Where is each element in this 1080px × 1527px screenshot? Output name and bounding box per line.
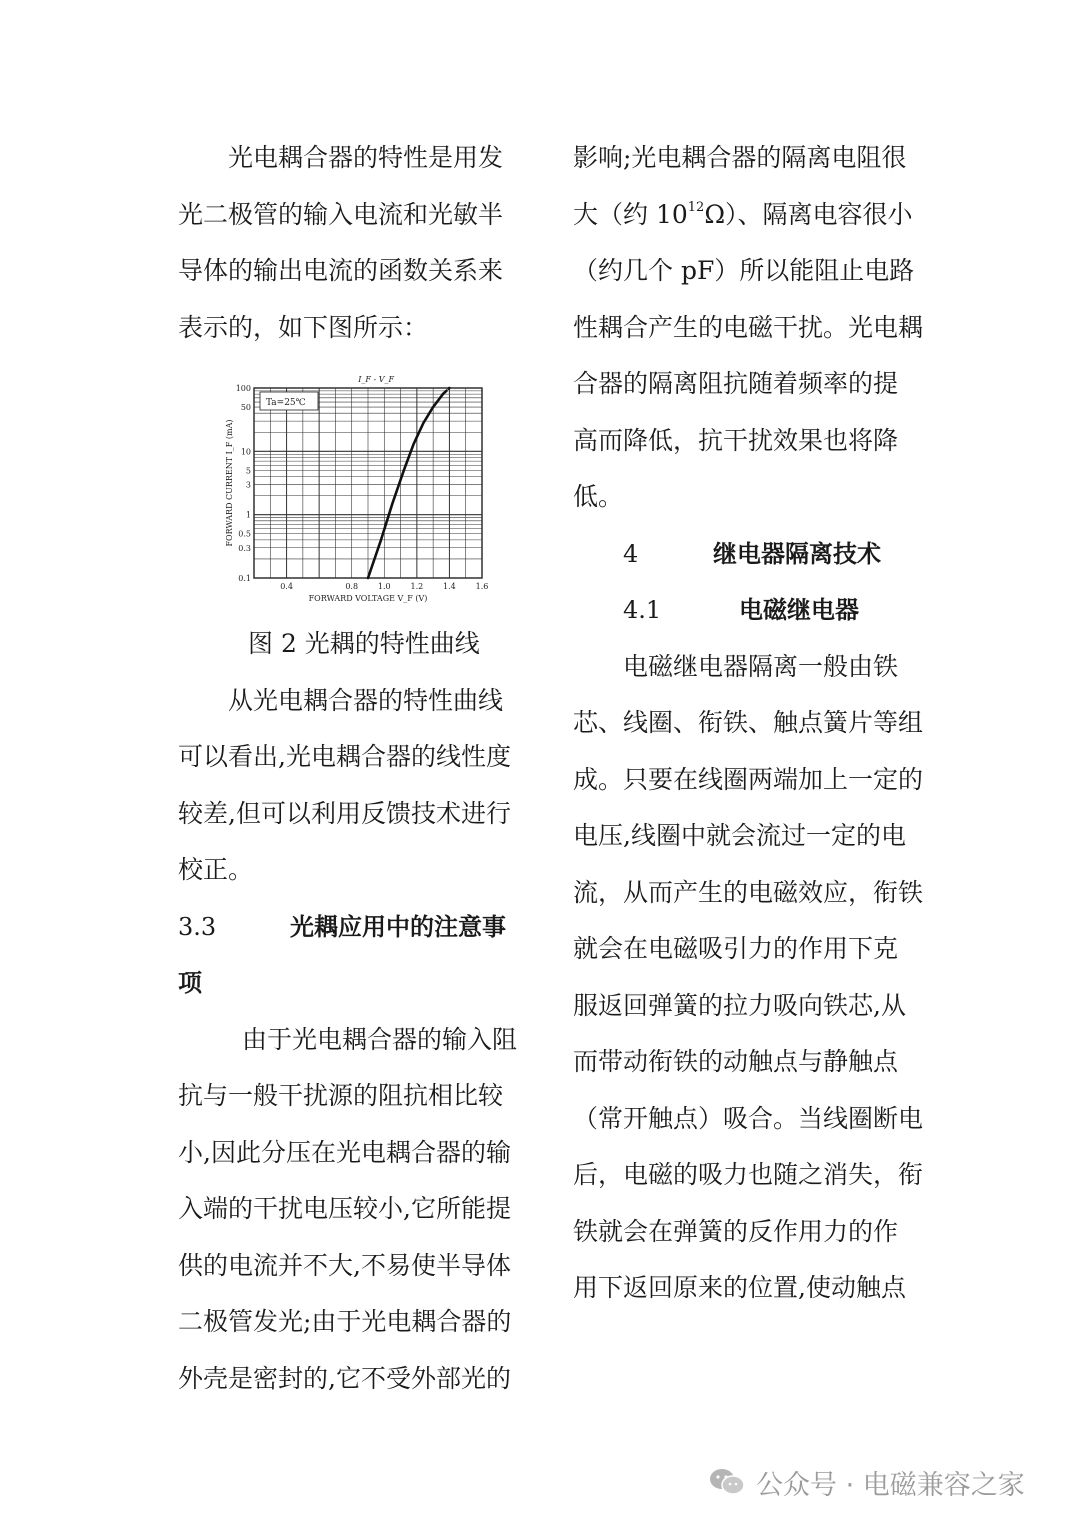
text-line: 较差,但可以利用反馈技术进行 bbox=[178, 798, 511, 828]
y-tick-label: 5 bbox=[245, 466, 251, 476]
text-line: 二极管发光;由于光电耦合器的 bbox=[178, 1307, 512, 1336]
x-tick-label: 1.4 bbox=[443, 582, 456, 591]
text-line: 性耦合产生的电磁干扰。光电耦 bbox=[573, 312, 924, 342]
text-line: 影响;光电耦合器的隔离电阻很 bbox=[573, 143, 907, 172]
x-tick-label: 0.8 bbox=[345, 582, 359, 591]
section-heading-4 bbox=[573, 526, 918, 583]
watermark-text: 公众号 · 电磁兼容之家 bbox=[756, 1469, 1025, 1501]
text-line: 校正。 bbox=[178, 855, 254, 884]
text-line: 就会在电磁吸引力的作用下克 bbox=[573, 934, 899, 963]
text-line: 电压,线圈中就会流过一定的电 bbox=[573, 821, 906, 850]
section-title: 电磁继电器 bbox=[739, 596, 859, 624]
x-tick-label: 1.2 bbox=[410, 582, 424, 591]
watermark bbox=[708, 1462, 1025, 1502]
text-line: 外壳是密封的,它不受外部光的 bbox=[178, 1363, 511, 1393]
y-tick-label: 0.1 bbox=[238, 574, 251, 583]
paragraph-notes bbox=[178, 1012, 523, 1408]
text-line: 导体的输出电流的函数关系来 bbox=[178, 256, 504, 285]
text-line: 小,因此分压在光电耦合器的输 bbox=[178, 1137, 511, 1167]
text-line: 服返回弹簧的拉力吸向铁芯,从 bbox=[573, 990, 906, 1020]
y-axis-label: FORWARD CURRENT I_F (mA) bbox=[225, 419, 234, 547]
left-column bbox=[178, 130, 523, 1407]
right-column bbox=[573, 130, 924, 1317]
text-line: 低。 bbox=[573, 482, 624, 511]
x-axis-label: FORWARD VOLTAGE V_F (V) bbox=[308, 594, 428, 603]
y-tick-label: 100 bbox=[235, 384, 251, 393]
text-line: 用下返回原来的位置,使动触点 bbox=[573, 1273, 906, 1302]
section-title: 继电器隔离技术 bbox=[713, 539, 881, 568]
text-line: 合器的隔离阻抗随着频率的提 bbox=[573, 369, 899, 398]
y-tick-label: 50 bbox=[240, 403, 251, 413]
text-line: 表示的，如下图所示： bbox=[178, 312, 429, 342]
series-line bbox=[368, 394, 443, 578]
superscript: 12 bbox=[687, 200, 705, 216]
if-vf-chart bbox=[224, 366, 494, 616]
x-tick-label: 0.4 bbox=[280, 582, 293, 591]
text-line: 而带动衔铁的动触点与静触点 bbox=[573, 1047, 899, 1076]
section-heading-4-1 bbox=[573, 582, 918, 639]
section-heading-3-3 bbox=[178, 899, 523, 956]
section-number: 3.3 bbox=[178, 912, 217, 941]
x-tick-label: 1.6 bbox=[475, 582, 489, 591]
text-line: 光二极管的输入电流和光敏半 bbox=[178, 199, 504, 229]
y-tick-label: 10 bbox=[240, 447, 251, 457]
section-heading-3-3-cont: 项 bbox=[178, 969, 202, 997]
paragraph-linearity bbox=[178, 673, 523, 899]
x-tick-label: 1.0 bbox=[377, 582, 391, 591]
text-line: 从光电耦合器的特性曲线 bbox=[228, 685, 504, 715]
text-line: 抗与一般干扰源的阻抗相比较 bbox=[178, 1081, 504, 1110]
paragraph-isolation bbox=[573, 130, 924, 526]
text-line: 芯、线圈、衔铁、触点簧片等组 bbox=[573, 708, 924, 737]
text-line: 入端的干扰电压较小,它所能提 bbox=[178, 1194, 511, 1223]
text-line: 电磁继电器隔离一般由铁 bbox=[623, 651, 899, 681]
text-line: 流，从而产生的电磁效应，衔铁 bbox=[573, 877, 924, 907]
text-line: （常开触点）吸合。当线圈断电 bbox=[573, 1103, 924, 1133]
characteristic-curve-figure bbox=[178, 366, 523, 616]
chart-title: I_F - V_F bbox=[358, 375, 395, 384]
text-line: 成。只要在线圈两端加上一定的 bbox=[573, 764, 924, 794]
text-line: 后，电磁的吸力也随之消失，衔 bbox=[573, 1160, 924, 1189]
text-line: （约几个 pF）所以能阻止电路 bbox=[573, 256, 915, 285]
paragraph-relay bbox=[573, 639, 924, 1317]
y-tick-label: 0.3 bbox=[238, 543, 251, 553]
y-tick-label: 1 bbox=[245, 510, 251, 520]
y-tick-label: 0.5 bbox=[238, 529, 251, 539]
wechat-icon bbox=[708, 1467, 746, 1497]
annotation-text: Ta=25℃ bbox=[266, 398, 306, 408]
section-number: 4 bbox=[623, 539, 639, 568]
text-line: 由于光电耦合器的输入阻 bbox=[242, 1024, 518, 1054]
text-line: 光电耦合器的特性是用发 bbox=[228, 143, 504, 172]
figure-caption: 图 2 光耦的特性曲线 bbox=[248, 629, 480, 658]
text-line bbox=[573, 187, 918, 244]
text-line: 供的电流并不大,不易使半导体 bbox=[178, 1250, 511, 1280]
section-number: 4.1 bbox=[623, 596, 662, 624]
text-line: 铁就会在弹簧的反作用力的作 bbox=[573, 1216, 899, 1246]
paragraph-characteristics bbox=[178, 130, 523, 356]
text-line: 高而降低，抗干扰效果也将降 bbox=[573, 425, 899, 455]
text-fragment: Ω）、隔离电容很小 bbox=[704, 199, 913, 229]
y-tick-label: 3 bbox=[245, 480, 251, 490]
text-line: 可以看出,光电耦合器的线性度 bbox=[178, 742, 511, 771]
text-fragment: 大（约 10 bbox=[573, 199, 688, 229]
section-title: 光耦应用中的注意事 bbox=[290, 912, 506, 941]
